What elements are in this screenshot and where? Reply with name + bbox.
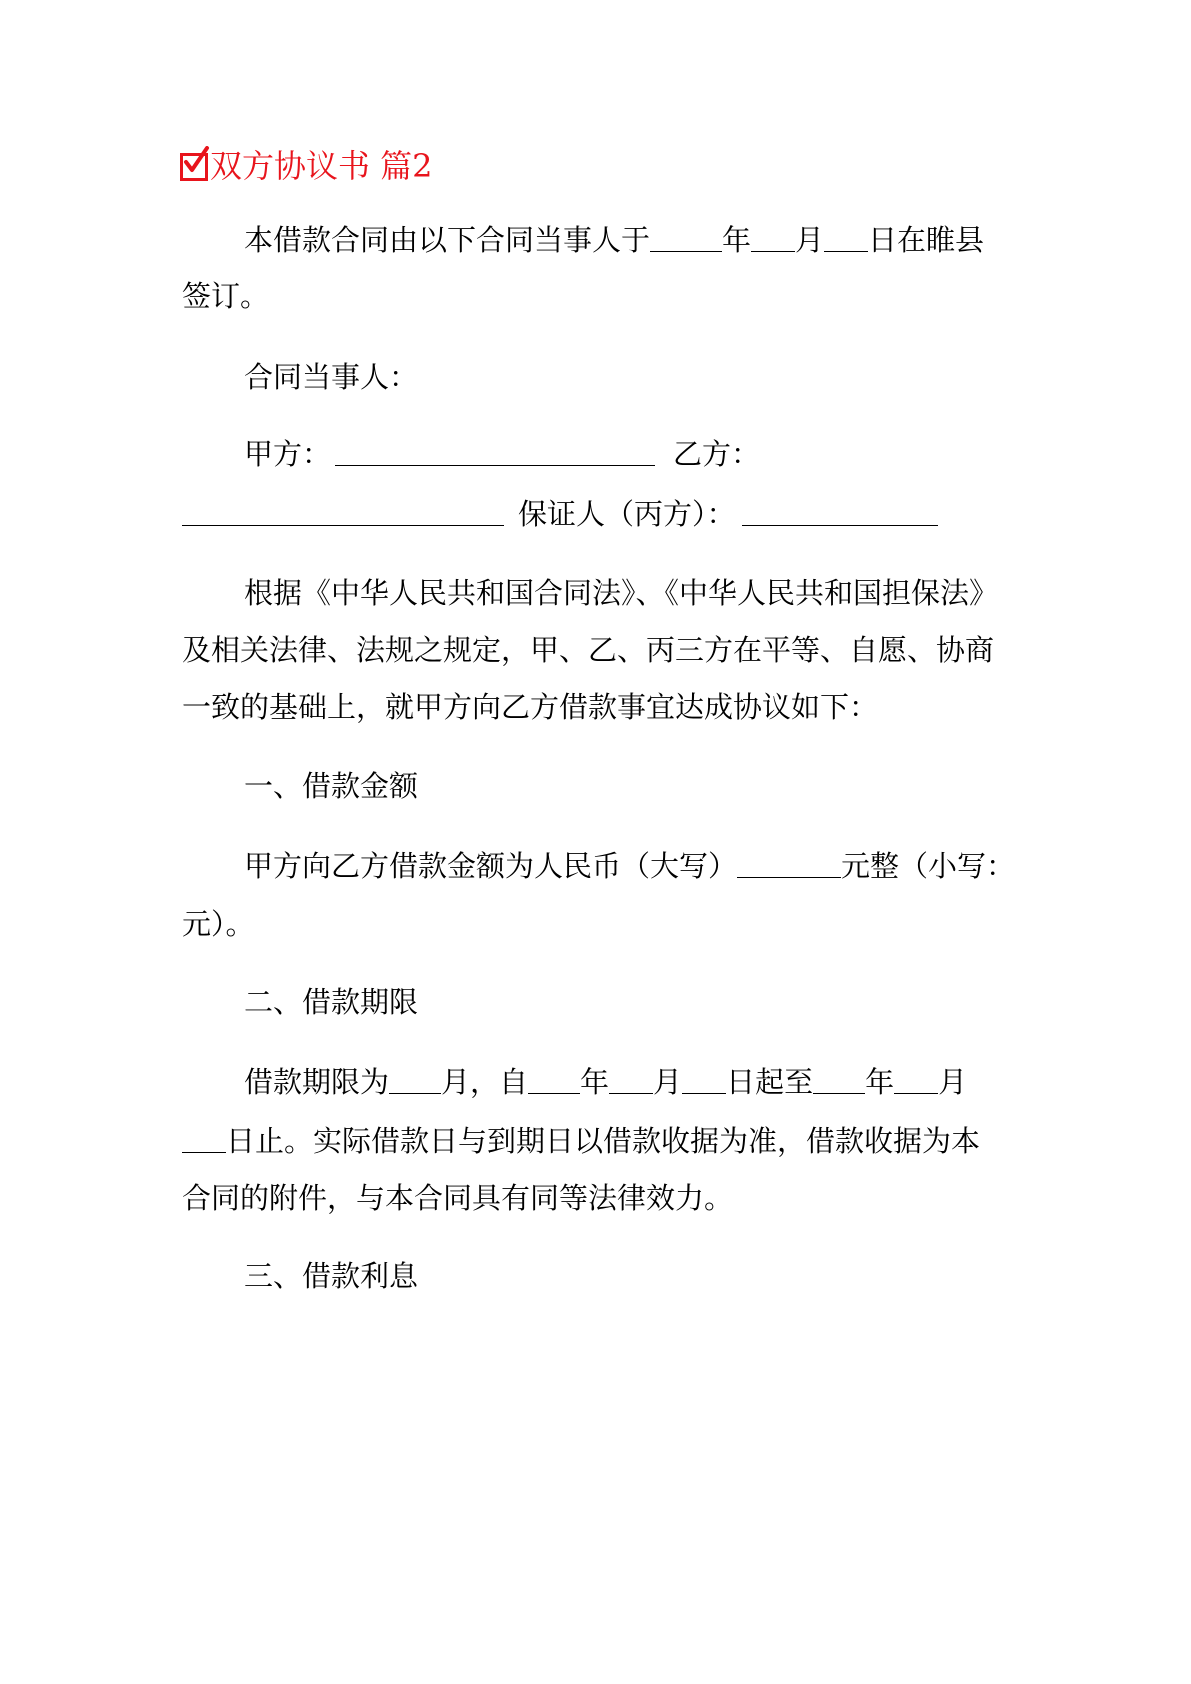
blank-year[interactable]	[650, 225, 722, 252]
section-1-heading: 一、借款金额	[244, 769, 419, 803]
basis-paragraph-line-1: 根据《中华人民共和国合同法》、《中华人民共和国担保法》	[244, 576, 999, 610]
guarantor-line: 保证人（丙方）：	[182, 494, 1022, 534]
blank-end-year[interactable]	[813, 1067, 865, 1094]
section-1-amount: 甲方向乙方借款金额为人民币（大写） 元整（小写：	[244, 849, 1016, 883]
paragraph-signing-date-cont: 签订。	[182, 279, 270, 313]
blank-party-a[interactable]	[335, 439, 655, 466]
blank-month[interactable]	[751, 225, 795, 252]
basis-paragraph-line-3: 一致的基础上，就甲方向乙方借款事宜达成协议如下：	[182, 690, 879, 724]
paragraph-signing-date: 本借款合同由以下合同当事人于 年 月 日在睢县	[244, 223, 985, 257]
blank-day[interactable]	[824, 225, 868, 252]
party-a-b-line: 甲方： 乙方：	[244, 437, 761, 471]
blank-party-b[interactable]	[182, 499, 504, 526]
document-title	[180, 146, 433, 186]
section-1-amount-cont: 元）。	[182, 907, 255, 941]
blank-amount-uppercase[interactable]	[737, 851, 841, 878]
parties-heading: 合同当事人：	[244, 360, 419, 394]
blank-start-month[interactable]	[609, 1067, 653, 1094]
section-2-term-cont: 日止。实际借款日与到期日以借款收据为准，借款收据为本	[182, 1121, 1022, 1161]
section-2-term: 借款期限为 月，自 年 月 日起至 年 月	[244, 1065, 968, 1099]
blank-guarantor[interactable]	[742, 499, 938, 526]
blank-end-day[interactable]	[182, 1126, 226, 1153]
document-title-text: 双方协议书 篇2	[210, 147, 433, 185]
blank-term-months[interactable]	[389, 1067, 441, 1094]
blank-end-month[interactable]	[894, 1067, 938, 1094]
blank-start-day[interactable]	[682, 1067, 726, 1094]
section-2-term-cont-2: 合同的附件，与本合同具有同等法律效力。	[182, 1181, 734, 1215]
checked-box-icon	[180, 153, 208, 181]
blank-start-year[interactable]	[528, 1067, 580, 1094]
basis-paragraph-line-2: 及相关法律、法规之规定，甲、乙、丙三方在平等、自愿、协商	[182, 633, 995, 667]
section-2-heading: 二、借款期限	[244, 985, 419, 1019]
section-3-heading: 三、借款利息	[244, 1259, 419, 1293]
